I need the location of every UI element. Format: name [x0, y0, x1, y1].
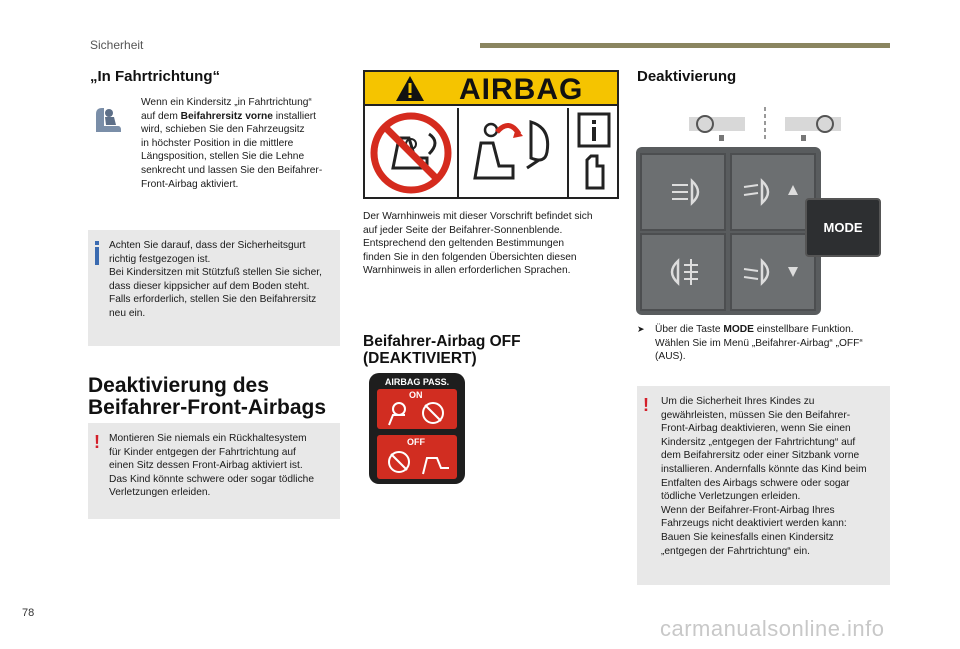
warning-note: [88, 423, 340, 519]
info-note: [88, 230, 340, 346]
info-icon: [95, 241, 99, 245]
header-accent-bar: [480, 43, 890, 48]
lhd-rhd-steering-icon: [685, 105, 845, 143]
airbag-off-indicator: [377, 435, 457, 479]
airbag-on-indicator: [377, 389, 457, 429]
mode-instruction: ➤ Über die Taste MODE einstellbare Funktion. Wählen Sie im Menü „Beifahrer-Airbag“ „OFF“ (AUS).: [637, 324, 863, 363]
warning-exclamation-icon: !: [94, 432, 100, 452]
info-icon-bar: [95, 247, 99, 265]
dashboard-console: [636, 147, 821, 315]
headlight-down-button[interactable]: [730, 233, 816, 311]
mode-button[interactable]: [805, 198, 881, 257]
front-fog-icon: [642, 155, 724, 229]
front-fog-light-button[interactable]: [640, 153, 726, 231]
airbag-label-title: AIRBAG: [459, 73, 584, 106]
no-rear-seat-icon: [365, 108, 459, 197]
headlight-up-button[interactable]: [730, 153, 816, 231]
headlight-up-icon: [732, 155, 814, 229]
airbag-pass-indicator: [369, 373, 465, 484]
heading-passenger-airbag-off: Beifahrer-Airbag OFF (DEAKTIVIERT): [363, 333, 521, 367]
child-seat-forward-icon: [90, 104, 124, 138]
warning-exclamation-icon: !: [643, 395, 649, 415]
airbag-off-icon: [381, 448, 453, 476]
section-title: Sicherheit: [90, 38, 144, 52]
rear-fog-light-button[interactable]: [640, 233, 726, 311]
child-safety-warning-note: [637, 386, 890, 585]
heading-deactivation-front-airbag: Deaktivierung des Beifahrer-Front-Airbags: [88, 374, 327, 419]
manual-reference-icon: [571, 108, 617, 197]
arrow-bullet-icon: ➤: [637, 324, 645, 334]
airbag-off-label: OFF: [407, 437, 425, 447]
info-note-text: Achten Sie darauf, dass der Sicherheitsgurt richtig festgezogen ist. Bei Kindersitzen mit Stützfuß stellen Sie sicher, dass dieser kippsicher auf dem Boden steht. Falls erforderlich, stellen Sie den Beifahrersitz neu ein.: [109, 240, 322, 319]
airbag-label-caption: Der Warnhinweis mit dieser Vorschrift befindet sich auf jeder Seite der Beifahrer-Sonnenblende. Entsprechend den geltenden Bestimmungen finden Sie in den folgenden Übersichten diesen Warnhinweis in allen erforderlichen Sprachen.: [363, 211, 593, 277]
airbag-pass-title: AIRBAG PASS.: [384, 377, 450, 387]
mode-button-label: MODE: [823, 220, 863, 235]
heading-forward-facing: „In Fahrtrichtung“: [90, 68, 220, 85]
headlight-down-icon: [732, 235, 814, 309]
bold-term: Beifahrersitz vorne: [180, 110, 273, 122]
heading-deactivation: Deaktivierung: [637, 68, 737, 85]
mode-term: MODE: [723, 324, 754, 335]
airbag-warning-label: [363, 70, 619, 199]
airbag-deploy-icon: [461, 108, 569, 197]
watermark: carmanualsonline.info: [660, 616, 885, 641]
airbag-label-header: [365, 72, 617, 106]
forward-facing-text: Wenn ein Kindersitz „in Fahrtrichtung“ auf dem Beifahrersitz vorne installiert wird, schieben Sie den Fahrzeugsitz in höchster Position in die mittlere Längsposition, stellen Sie die Lehne senkrecht und lassen Sie den Beifahrer- Front-Airbag aktiviert.: [141, 97, 323, 190]
warning-triangle-icon: [395, 75, 425, 102]
airbag-on-label: ON: [409, 390, 423, 400]
rear-fog-icon: [642, 235, 724, 309]
warning-note-text: Montieren Sie niemals ein Rückhaltesystem für Kinder entgegen der Fahrtrichtung auf einen Sitz dessen Front-Airbag aktiviert ist. Das Kind könnte schwere oder sogar tödliche Verletzungen erleiden.: [109, 433, 314, 499]
airbag-on-icon: [381, 399, 453, 427]
page-number: 78: [22, 607, 35, 619]
child-safety-warning-text: Um die Sicherheit Ihres Kindes zu gewährleisten, müssen Sie den Beifahrer- Front-Airbag deaktivieren, wenn Sie einen Kindersitz „entgegen der Fahrtrichtung“ auf dem Beifahrersitz oder einer Sitzbank vorne installieren. Andernfalls könnte das Kind beim Entfalten des Airbags schwere oder sogar tödliche Verletzungen erleiden. Wenn der Beifahrer-Front-Airbag Ihres Fahrzeugs nicht deaktiviert werden kann: Bauen Sie keinesfalls einen Kindersitz „entgegen der Fahrtrichtung“ ein.: [661, 396, 867, 557]
